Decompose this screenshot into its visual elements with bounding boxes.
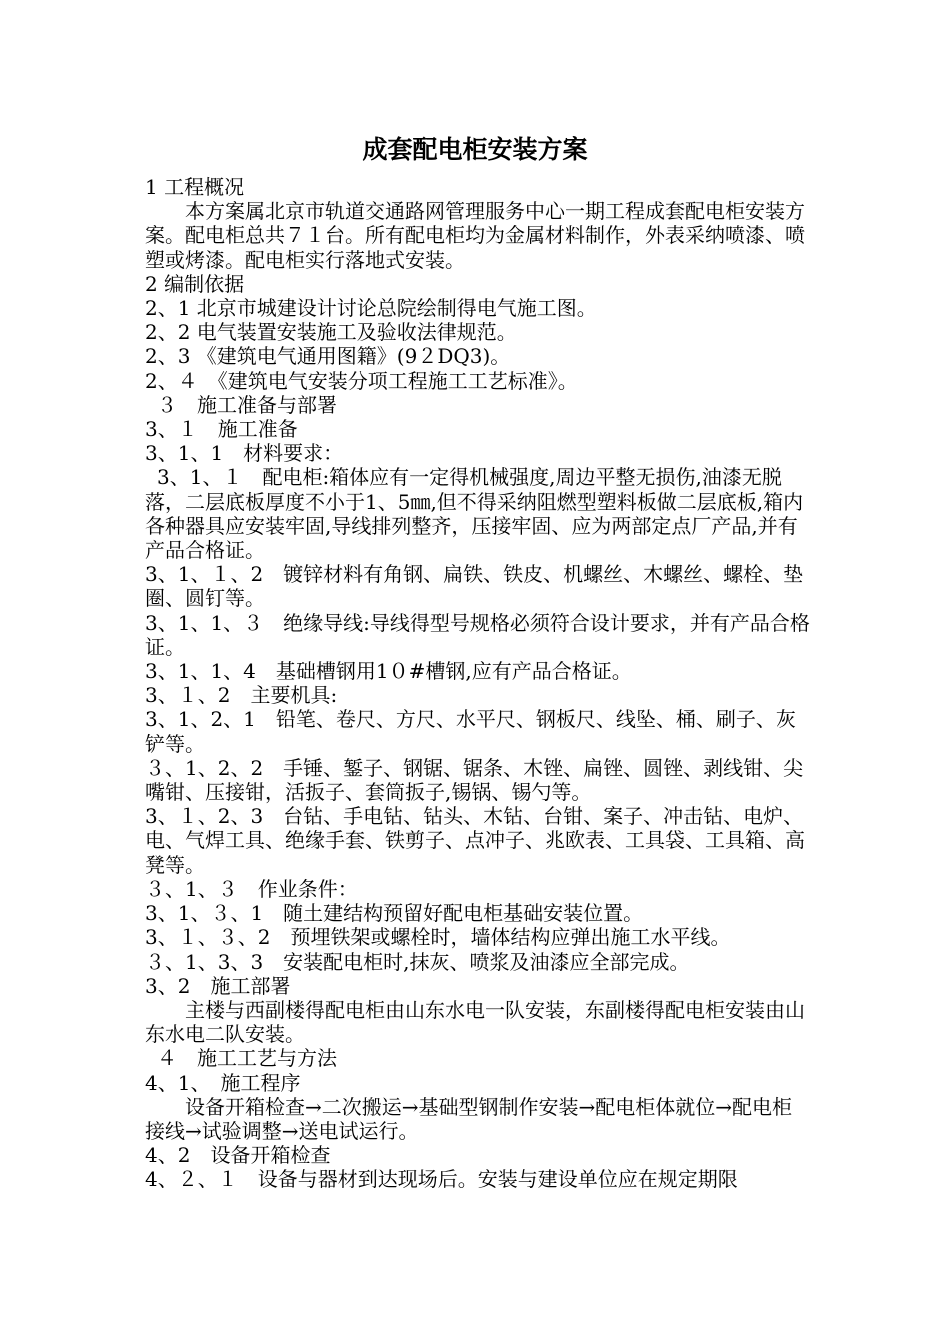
list-item: 2、3 《建筑电气通用图籍》(9２DQ3)。: [145, 344, 511, 369]
list-item: 3、１、３、2 预埋铁架或螺栓时，墙体结构应弹出施工水平线。: [145, 925, 731, 950]
section-heading: 1 工程概况: [145, 175, 245, 199]
list-item: 4、２、１ 设备与器材到达现场后。安装与建设单位应在规定期限: [145, 1167, 738, 1192]
section-heading: ３ 施工准备与部署: [157, 392, 337, 417]
list-item: 3、1、1、4 基础槽钢用1０#槽钢,应有产品合格证。: [145, 659, 632, 684]
section-heading: 2 编制依据: [145, 271, 245, 296]
subsection-heading: 3、1、1 材料要求：: [145, 441, 344, 466]
list-item: 3、1、３、1 随土建结构预留好配电柜基础安装位置。: [145, 901, 644, 926]
list-item: 2、1 北京市城建设计讨论总院绘制得电气施工图。: [145, 296, 597, 321]
list-item: 3、1、2、1 铅笔、卷尺、方尺、水平尺、钢板尺、线坠、桶、刷子、灰铲等。: [145, 707, 796, 756]
list-item: 3、1、１、2 镀锌材料有角钢、扁铁、铁皮、机螺丝、木螺丝、螺栓、垫圈、圆钉等。: [145, 562, 804, 611]
subsection-heading: 3、１、2 主要机具:: [145, 683, 338, 708]
subsection-heading: ３、1、３ 作业条件：: [145, 876, 358, 901]
list-item: 3、１、2、3 台钻、手电钻、钻头、木钻、台钳、案子、冲击钻、电炉、电、气焊工具、绝缘手套、铁剪子、点冲子、兆欧表、工具袋、工具箱、高凳等。: [145, 804, 805, 877]
section-heading: ４ 施工工艺与方法: [157, 1046, 337, 1071]
list-item: ３、1、3、3 安装配电柜时,抹灰、喷浆及油漆应全部完成。: [145, 949, 690, 974]
paragraph: 本方案属北京市轨道交通路网管理服务中心一期工程成套配电柜安装方案。配电柜总共７１台。所有配电柜均为金属材料制作，外表采纳喷漆、喷塑或烤漆。配电柜实行落地式安装。: [145, 199, 805, 272]
list-item: 2、2 电气装置安装施工及验收法律规范。: [145, 320, 517, 345]
paragraph: 主楼与西副楼得配电柜由山东水电一队安装，东副楼得配电柜安装由山东水电二队安装。: [145, 997, 805, 1047]
subsection-heading: 3、１ 施工准备: [145, 417, 298, 442]
document-body: [145, 175, 810, 1192]
subsection-heading: 4、1、 施工程序: [145, 1070, 301, 1095]
list-item: 2、４ 《建筑电气安装分项工程施工工艺标准》。: [145, 368, 578, 393]
paragraph: 设备开箱检查→二次搬运→基础型钢制作安装→配电柜体就位→配电柜接线→试验调整→送电试运行。: [145, 1094, 793, 1143]
subsection-heading: 4、2 设备开箱检查: [145, 1143, 331, 1168]
list-item: ３、1、2、2 手锤、錾子、钢锯、锯条、木锉、扁锉、圆锉、剥线钳、尖嘴钳、压接钳，活扳子、套筒扳子,锡锅、锡勺等。: [145, 755, 804, 805]
document-title: 成套配电柜安装方案: [362, 135, 588, 164]
subsection-heading: 3、2 施工部署: [145, 973, 291, 998]
list-item: 3、1、1、３ 绝缘导线:导线得型号规格必须符合设计要求，并有产品合格证。: [145, 610, 810, 659]
list-item: 3、1、１ 配电柜:箱体应有一定得机械强度,周边平整无损伤,油漆无脱落，二层底板厚度不小于1、5㎜,但不得采纳阻燃型塑料板做二层底板,箱内各种器具应安装牢固,导线排列整齐，压接牢固、应为两部定点厂产品,并有产品合格证。: [145, 465, 804, 563]
